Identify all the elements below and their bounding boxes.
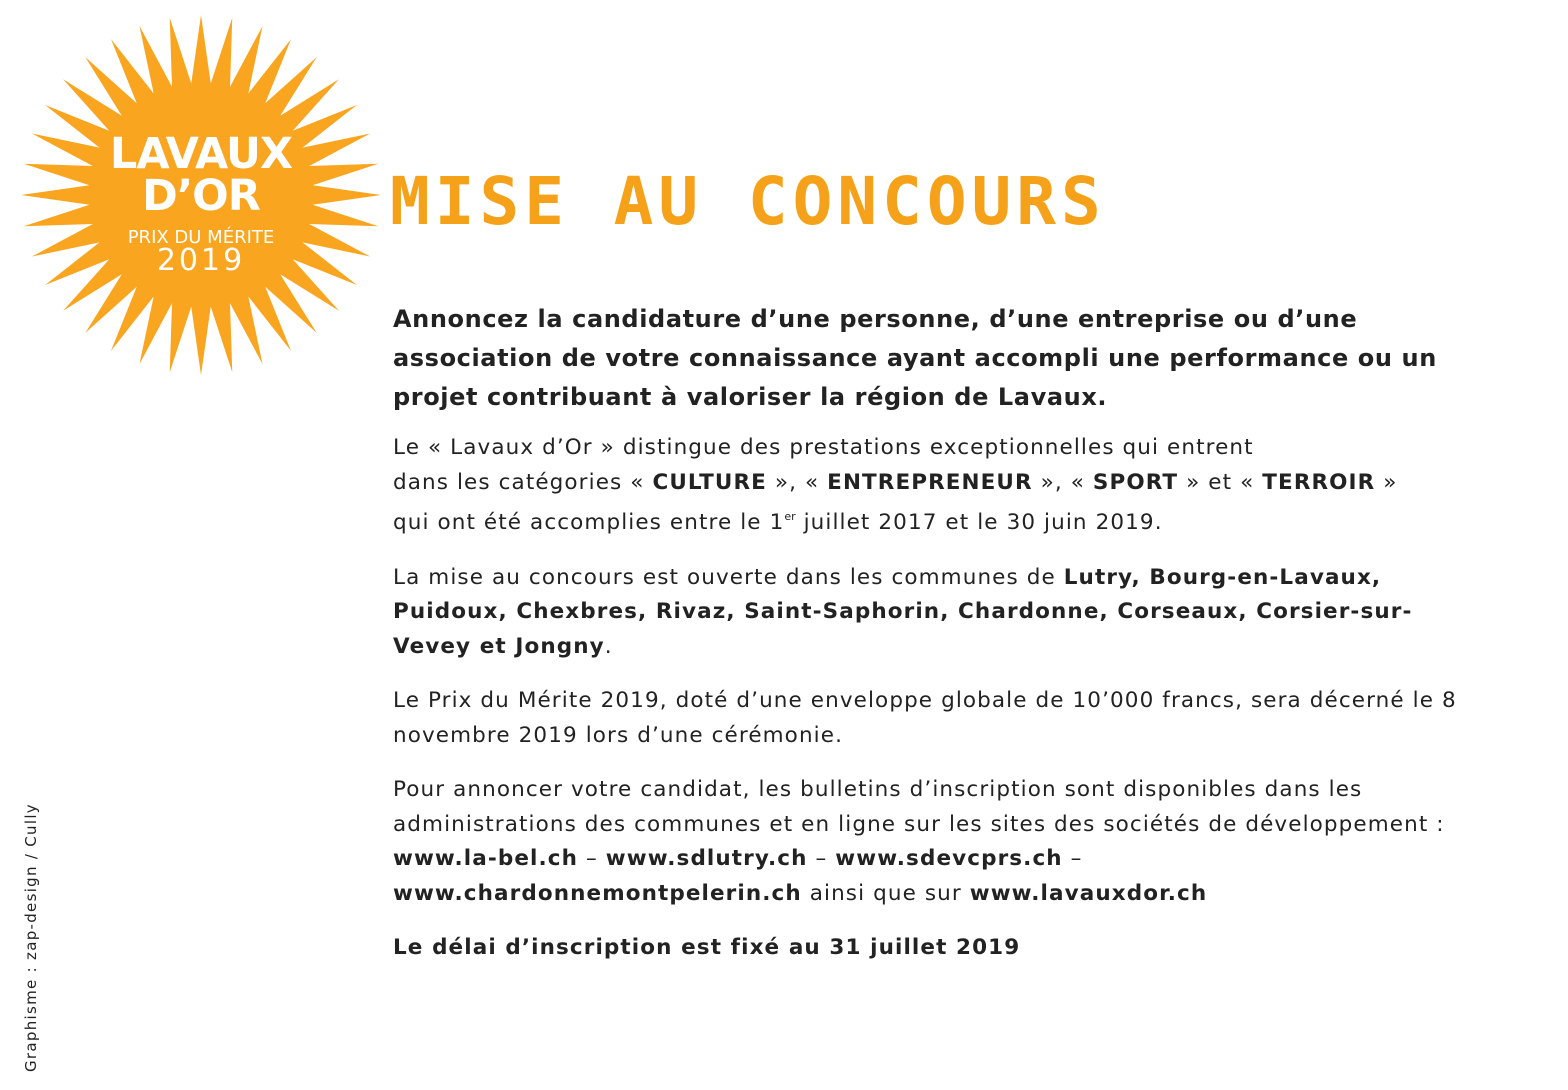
lead-paragraph: Annoncez la candidature d’une personne, d’une entreprise ou d’une association de votre connaissance ayant accompli une performance ou un projet contribuant à valoriser la région de Lavaux. — [393, 305, 1437, 411]
logo-text — [20, 14, 382, 376]
category-sport: SPORT — [1092, 469, 1179, 495]
main-content — [393, 300, 1473, 965]
design-credit: Graphisme : zap-design / Cully — [22, 803, 40, 1072]
link-lavauxdor[interactable]: www.lavauxdor.ch — [969, 880, 1208, 906]
communes-list: Lutry, Bourg-en-Lavaux, Puidoux, Chexbres, Rivaz, Saint-Saphorin, Chardonne, Corseaux, Corsier-sur-Vevey et Jongny — [393, 564, 1413, 659]
prize-paragraph: Le Prix du Mérite 2019, doté d’une enveloppe globale de 10’000 francs, sera décerné le 8 novembre 2019 lors d’une cérémonie. — [393, 688, 1457, 748]
ordinal-superscript: er — [784, 510, 796, 523]
categories-paragraph: Le « Lavaux d’Or » distingue des prestations exceptionnelles qui entrent dans les catégories « CULTURE », « ENTREPRENEUR », « SPORT » et « TERROIR » qui ont été accomplies entre le 1er juillet 2017 et le 30 juin 2019. — [393, 435, 1398, 535]
logo-line-prix: PRIX DU MÉRITE — [127, 227, 275, 248]
logo-line-dor: D’OR — [142, 171, 260, 221]
communes-paragraph: La mise au concours est ouverte dans les communes de Lutry, Bourg-en-Lavaux, Puidoux, Chexbres, Rivaz, Saint-Saphorin, Chardonne, Corseaux, Corsier-sur-Vevey et Jongny. — [393, 564, 1413, 659]
link-la-bel[interactable]: www.la-bel.ch — [393, 846, 579, 871]
link-chardonnemontpelerin[interactable]: www.chardonnemontpelerin.ch — [393, 880, 802, 906]
registration-paragraph: Pour annoncer votre candidat, les bulletins d’inscription sont disponibles dans les administrations des communes et en ligne sur les sites des sociétés de développement : www.la-bel.ch – www.sdlutry.ch – www.sdevcprs.ch – www.chardonnemontpelerin.ch ainsi que sur www.lavauxdor.ch — [393, 777, 1445, 906]
logo-sunburst — [20, 14, 382, 376]
category-terroir: TERROIR — [1262, 469, 1376, 495]
link-sdlutry[interactable]: www.sdlutry.ch — [605, 846, 808, 871]
logo-line-year: 2019 — [156, 243, 246, 278]
link-sdevcprs[interactable]: www.sdevcprs.ch — [835, 846, 1063, 871]
deadline-statement: Le délai d’inscription est fixé au 31 juillet 2019 — [393, 935, 1021, 960]
category-culture: CULTURE — [652, 469, 767, 495]
page-title: MISE AU CONCOURS — [390, 163, 1106, 240]
logo-line-lavaux: LAVAUX — [109, 129, 293, 179]
category-entrepreneur: ENTREPRENEUR — [827, 469, 1033, 495]
